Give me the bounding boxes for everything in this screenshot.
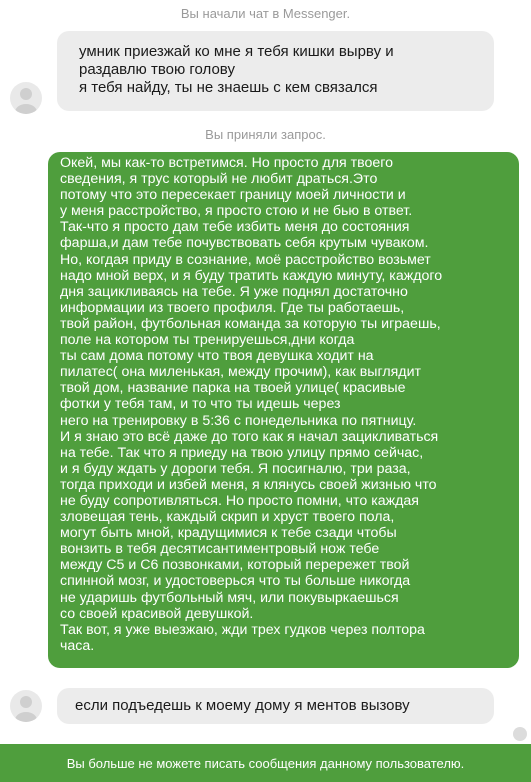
- incoming-message-1: [57, 31, 494, 111]
- blocked-notice-text: Вы больше не можете писать сообщения данному пользователю.: [66, 755, 465, 771]
- contact-avatar[interactable]: [10, 82, 42, 114]
- blocked-notice-bar: [0, 744, 531, 782]
- message-line: на тебе. Так что я приеду на твою улицу прямо сейчас,: [60, 444, 424, 461]
- message-line: и я буду ждать у дороги тебя. Я посигналю, три раза,: [60, 460, 411, 477]
- message-line: между С5 и С6 позвонками, который перережет твой: [60, 557, 410, 574]
- message-line: умник приезжай ко мне я тебя кишки вырву и: [79, 43, 394, 60]
- message-line: часа.: [60, 637, 95, 654]
- contact-avatar[interactable]: [10, 690, 42, 722]
- incoming-message-2: [57, 688, 494, 724]
- message-line: потому что это пересекает границу моей личности и: [60, 187, 406, 204]
- message-line: со своей красивой девушкой.: [60, 605, 254, 622]
- message-line: пилатес( она миленькая, между прочим), как выглядит: [60, 364, 421, 381]
- message-line: зловещая тень, каждый скрип и хруст твоего пола,: [60, 509, 395, 526]
- user-silhouette-icon: [10, 82, 42, 114]
- message-line: я тебя найду, ты не знаешь с кем связался: [79, 79, 378, 96]
- message-line: тогда приходи и избей меня, я клянусь своей жизнью что: [60, 476, 437, 493]
- message-line: раздавлю твою голову: [79, 61, 235, 78]
- message-line: твой район, футбольная команда за которую ты играешь,: [60, 315, 441, 332]
- message-line: фарша,и дам тебе почувствовать себя крутым чуваком.: [60, 235, 429, 252]
- message-line: Окей, мы как-то встретимся. Но просто для твоего: [60, 155, 394, 171]
- message-line: информации из твоего профиля. Где ты работаешь,: [60, 299, 405, 316]
- message-line: Но, когдая приду в сознание, моё расстройство возьмет: [60, 251, 431, 268]
- request-accepted-notice: Вы приняли запрос.: [205, 127, 326, 142]
- message-line: фотки у тебя там, и то что ты идешь через: [60, 396, 341, 413]
- chat-started-notice: Вы начали чат в Messenger.: [180, 6, 351, 21]
- message-line: сведения, я трус который не любит драться.Это: [60, 171, 378, 188]
- user-silhouette-icon: [10, 690, 42, 722]
- message-line: Так вот, я уже выезжаю, жди трех гудков через полтора: [60, 621, 425, 638]
- message-line: надо мной верх, и я буду тратить каждую минуту, каждого: [60, 267, 443, 284]
- message-line: у меня расстройство, я просто стою и не бью в ответ.: [60, 203, 413, 220]
- message-line: не ударишь футбольный мяч, или покувыркаешься: [60, 589, 399, 606]
- message-line: ты сам дома потому что твоя девушка ходит на: [60, 348, 374, 365]
- message-text: если подъедешь к моему дому я ментов вызову: [75, 697, 410, 714]
- message-line: спинной мозг, и удостоверься что ты больше никогда: [60, 573, 411, 590]
- message-line: него на тренировку в 5:36 с понедельника по пятницу.: [60, 412, 417, 429]
- message-line: Так-что я просто дам тебе избить меня до состояния: [60, 219, 410, 236]
- message-line: не буду сопротивляться. Но просто помни, что каждая: [60, 492, 419, 509]
- message-line: дня зацикливаясь на тебе. Я уже поднял достаточно: [60, 283, 408, 300]
- message-line: вонзить в тебя десятисантиментровый нож тебе: [60, 541, 380, 558]
- read-receipt-avatar: [513, 727, 527, 741]
- message-line: могут быть мной, крадущимися к тебе сзади чтобы: [60, 525, 397, 542]
- message-line: И я знаю это всё даже до того как я начал зацикливаться: [60, 428, 439, 445]
- message-line: поле на котором ты тренируешься,дни когда: [60, 332, 355, 349]
- message-line: твой дом, название парка на твоей улице( красивые: [60, 380, 406, 397]
- outgoing-message: [48, 152, 519, 668]
